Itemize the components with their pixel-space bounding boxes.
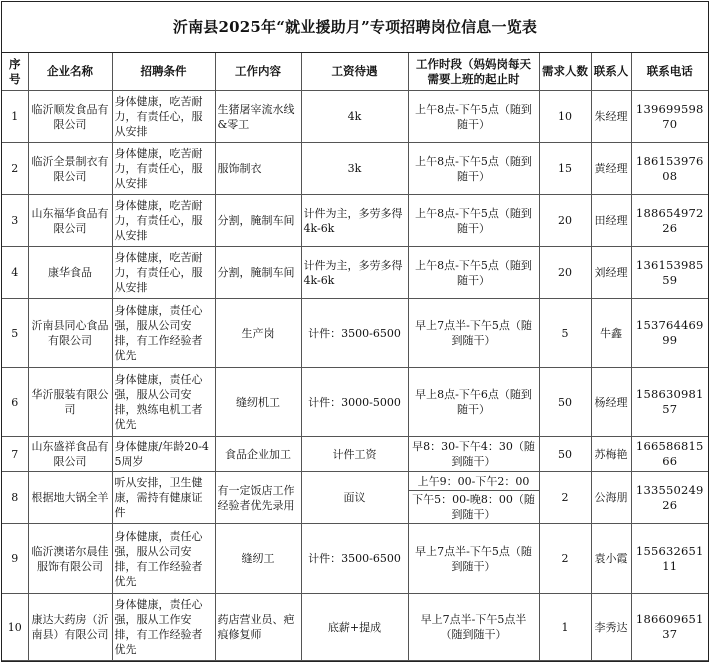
table-row: [2, 594, 708, 661]
cell-hours: [408, 472, 539, 524]
cell-salary: 计件工资: [301, 437, 408, 472]
cell-hours: 上午8点-下午5点（随到随干）: [408, 247, 539, 299]
header-salary: 工资待遇: [301, 53, 408, 91]
cell-no: 4: [2, 247, 28, 299]
page-title: 沂南县2025年“就业援助月”专项招聘岗位信息一览表: [2, 2, 708, 53]
cell-work: 生猪屠宰流水线&零工: [215, 91, 301, 143]
cell-no: 5: [2, 299, 28, 368]
cell-conditions: 身体健康，吃苦耐力，有责任心，服从安排: [112, 91, 215, 143]
cell-phone: 13355024926: [631, 472, 708, 524]
cell-no: 8: [2, 472, 28, 524]
cell-phone: 13615398559: [631, 247, 708, 299]
cell-count: 50: [539, 368, 591, 437]
cell-count: 50: [539, 437, 591, 472]
cell-work: 分割，腌制车间: [215, 195, 301, 247]
cell-count: 1: [539, 594, 591, 661]
cell-phone: 15563265111: [631, 524, 708, 594]
cell-conditions: 身体健康，责任心强，服从公司安排，有工作经验者优先: [112, 299, 215, 368]
cell-no: 2: [2, 143, 28, 195]
cell-work: 有一定饭店工作经验者优先录用: [215, 472, 301, 524]
cell-no: 7: [2, 437, 28, 472]
table-row: [2, 143, 708, 195]
header-company: 企业名称: [28, 53, 112, 91]
cell-hours-part: 下午5：00-晚8：00（随到随干）: [409, 490, 539, 523]
cell-phone: 18865497226: [631, 195, 708, 247]
cell-conditions: 身体健康，吃苦耐力，有责任心，服从安排: [112, 195, 215, 247]
cell-salary: 4k: [301, 91, 408, 143]
cell-company: 康华食品: [28, 247, 112, 299]
cell-work: 食品企业加工: [215, 437, 301, 472]
cell-no: 9: [2, 524, 28, 594]
cell-contact: 牛鑫: [591, 299, 631, 368]
cell-contact: 刘经理: [591, 247, 631, 299]
header-count: 需求人数: [539, 53, 591, 91]
cell-salary: 计件：3500-6500: [301, 524, 408, 594]
cell-work: 药店营业员、疤痕修复师: [215, 594, 301, 661]
header-contact: 联系人: [591, 53, 631, 91]
cell-work: 缝纫机工: [215, 368, 301, 437]
cell-conditions: 身体健康，责任心强，服从公司安排，有工作经验者优先: [112, 524, 215, 594]
cell-hours: 早上7点半-下午5点（随到随干）: [408, 299, 539, 368]
table-row: [2, 524, 708, 594]
cell-salary: 计件：3500-6500: [301, 299, 408, 368]
cell-conditions: 身体健康，吃苦耐力，有责任心，服从安排: [112, 247, 215, 299]
cell-salary: 计件为主，多劳多得4k-6k: [301, 195, 408, 247]
cell-company: 康达大药房（沂南县）有限公司: [28, 594, 112, 661]
header-work: 工作内容: [215, 53, 301, 91]
cell-no: 1: [2, 91, 28, 143]
cell-hours-part: 上午9：00-下午2：00: [417, 474, 530, 488]
cell-company: 临沂全景制衣有限公司: [28, 143, 112, 195]
cell-salary: 3k: [301, 143, 408, 195]
cell-company: 沂南县同心食品有限公司: [28, 299, 112, 368]
cell-contact: 公海朋: [591, 472, 631, 524]
header-no: 序号: [2, 53, 28, 91]
cell-company: 山东盛祥食品有限公司: [28, 437, 112, 472]
cell-phone: 13969959870: [631, 91, 708, 143]
cell-hours: 上午8点-下午5点（随到随干）: [408, 91, 539, 143]
cell-hours: 上午8点-下午5点（随到随干）: [408, 195, 539, 247]
cell-count: 20: [539, 247, 591, 299]
cell-phone: 15863098157: [631, 368, 708, 437]
cell-work: 生产岗: [215, 299, 301, 368]
cell-company: 山东福华食品有限公司: [28, 195, 112, 247]
header-row: [2, 53, 708, 91]
cell-count: 20: [539, 195, 591, 247]
cell-no: 10: [2, 594, 28, 661]
header-hours: 工作时段（妈妈岗每天需要上班的起止时: [408, 53, 539, 91]
cell-phone: 15376446999: [631, 299, 708, 368]
cell-conditions: 身体健康，责任心强，服从工作安排，有工作经验者优先: [112, 594, 215, 661]
cell-contact: 苏梅艳: [591, 437, 631, 472]
cell-company: 临沂澳诺尔晨佳服饰有限公司: [28, 524, 112, 594]
cell-conditions: 听从安排，卫生健康，需持有健康证件: [112, 472, 215, 524]
header-conditions: 招聘条件: [112, 53, 215, 91]
cell-salary: 计件为主，多劳多得4k-6k: [301, 247, 408, 299]
table-row: [2, 299, 708, 368]
table-row: [2, 437, 708, 472]
cell-contact: 朱经理: [591, 91, 631, 143]
job-listing-sheet: [1, 1, 709, 662]
cell-phone: 16658681566: [631, 437, 708, 472]
cell-count: 2: [539, 524, 591, 594]
table-row: [2, 368, 708, 437]
cell-company: 根据地大锅全羊: [28, 472, 112, 524]
cell-company: 临沂顺发食品有限公司: [28, 91, 112, 143]
table-row: [2, 247, 708, 299]
cell-phone: 18660965137: [631, 594, 708, 661]
cell-no: 6: [2, 368, 28, 437]
job-table: [2, 53, 708, 661]
cell-count: 15: [539, 143, 591, 195]
header-phone: 联系电话: [631, 53, 708, 91]
cell-salary: 面议: [301, 472, 408, 524]
cell-hours: 早上8点-下午6点（随到随干）: [408, 368, 539, 437]
cell-contact: 田经理: [591, 195, 631, 247]
cell-hours: 早上7点半-下午5点（随到随干）: [408, 524, 539, 594]
cell-conditions: 身体健康/年龄20-45周岁: [112, 437, 215, 472]
cell-no: 3: [2, 195, 28, 247]
cell-contact: 黄经理: [591, 143, 631, 195]
cell-work: 服饰制衣: [215, 143, 301, 195]
cell-hours: 早8：30-下午4：30（随到随干）: [408, 437, 539, 472]
cell-work: 分割，腌制车间: [215, 247, 301, 299]
cell-conditions: 身体健康，吃苦耐力，有责任心，服从安排: [112, 143, 215, 195]
cell-conditions: 身体健康，责任心强，服从公司安排，熟练电机工者优先: [112, 368, 215, 437]
cell-hours: 早上7点半-下午5点半（随到随干）: [408, 594, 539, 661]
cell-contact: 杨经理: [591, 368, 631, 437]
table-row: [2, 195, 708, 247]
cell-salary: 计件：3000-5000: [301, 368, 408, 437]
cell-count: 10: [539, 91, 591, 143]
cell-contact: 李秀达: [591, 594, 631, 661]
cell-hours: 上午8点-下午5点（随到随干）: [408, 143, 539, 195]
table-row: [2, 472, 708, 524]
cell-phone: 18615397608: [631, 143, 708, 195]
cell-contact: 袁小霞: [591, 524, 631, 594]
cell-salary: 底薪+提成: [301, 594, 408, 661]
cell-count: 2: [539, 472, 591, 524]
cell-count: 5: [539, 299, 591, 368]
table-row: [2, 91, 708, 143]
cell-work: 缝纫工: [215, 524, 301, 594]
cell-company: 华沂服装有限公司: [28, 368, 112, 437]
